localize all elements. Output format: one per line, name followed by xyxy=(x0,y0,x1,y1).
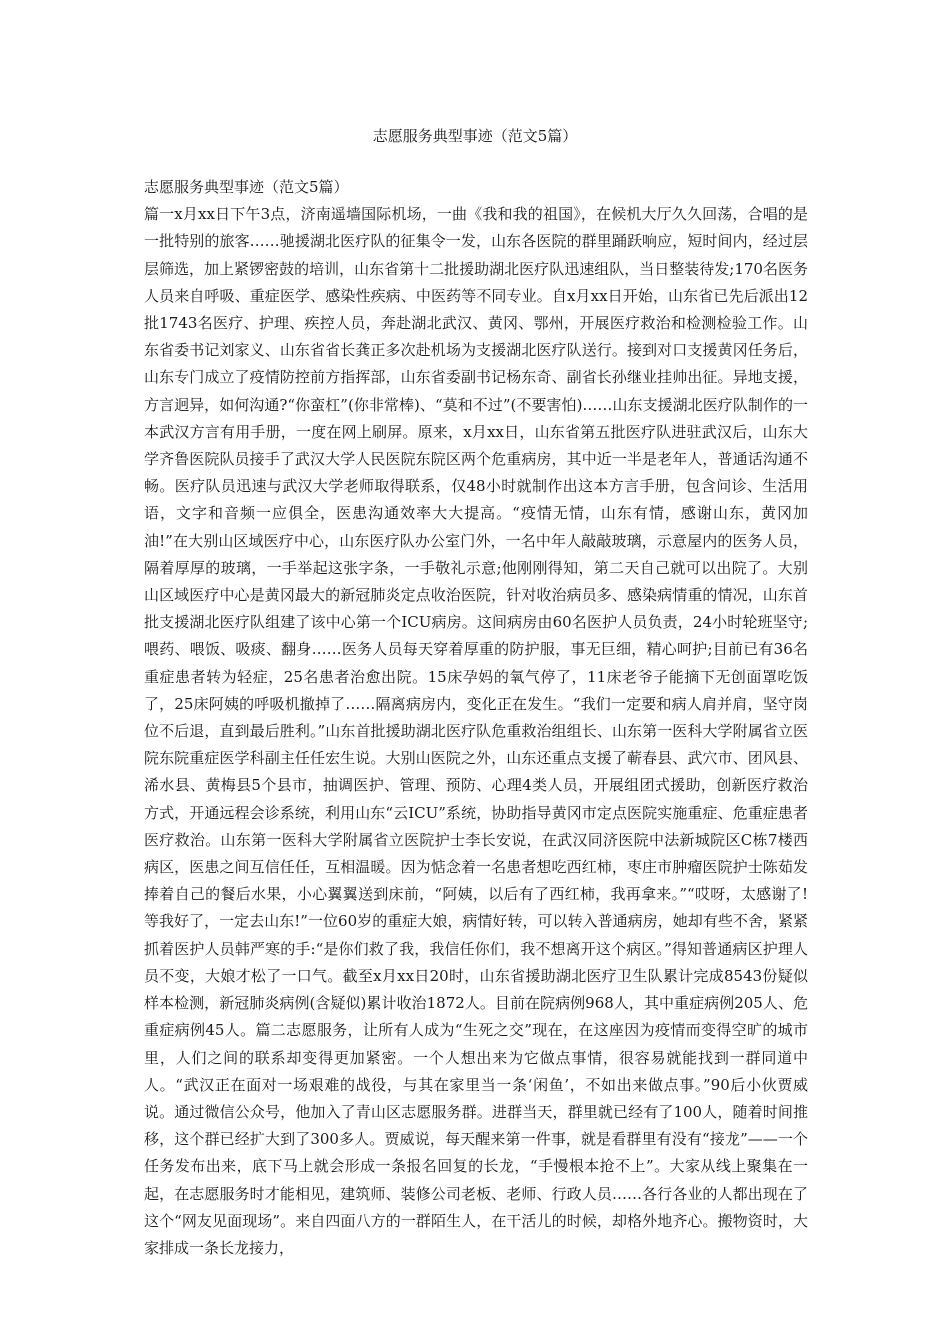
body-paragraph: 篇一x月xx日下午3点，济南遥墙国际机场，一曲《我和我的祖国》，在候机大厅久久回荡，合唱的是一批特别的旅客……驰援湖北医疗队的征集令一发，山东各医院的群里踊跃响应，短时间内，经过层层筛选，加上紧锣密鼓的培训，山东省第十二批援助湖北医疗队迅速组队，当日整装待发;170名医务人员来自呼吸、重症医学、感染性疾病、中医药等不同专业。自x月xx日开始，山东省已先后派出12批1743名医疗、护理、疾控人员，奔赴湖北武汉、黄冈、鄂州，开展医疗救治和检测检验工作。山东省委书记刘家义、山东省省长龚正多次赴机场为支援湖北医疗队送行。接到对口支援黄冈任务后，山东专门成立了疫情防控前方指挥部，山东省委副书记杨东奇、副省长孙继业挂帅出征。异地支援，方言迥异，如何沟通?“你蛮杠”(你非常棒)、“莫和不过”(不要害怕)……山东支援湖北医疗队制作的一本武汉方言有用手册，一度在网上刷屏。原来，x月xx日，山东省第五批医疗队进驻武汉后，山东大学齐鲁医院队员接手了武汉大学人民医院东院区两个危重病房，其中近一半是老年人，普通话沟通不畅。医疗队员迅速与武汉大学老师取得联系，仅48小时就制作出这本方言手册，包含问诊、生活用语，文字和音频一应俱全，医患沟通效率大大提高。“疫情无情，山东有情，感谢山东，黄冈加油!”在大别山区域医疗中心，山东医疗队办公室门外，一名中年人敲敲玻璃，示意屋内的医务人员，隔着厚厚的玻璃，一手举起这张字条，一手敬礼示意;他刚刚得知，第二天自己就可以出院了。大别山区域医疗中心是黄冈最大的新冠肺炎定点收治医院，针对收治病员多、感染病情重的情况，山东首批支援湖北医疗队组建了该中心第一个ICU病房。这间病房由60名医护人员负责，24小时轮班坚守;喂药、喂饭、吸痰、翻身……医务人员每天穿着厚重的防护服，事无巨细，精心呵护;目前已有36名重症患者转为轻症，25名患者治愈出院。15床孕妈的氧气停了，11床老爷子能摘下无创面罩吃饭了，25床阿姨的呼吸机撤掉了……隔离病房内，变化正在发生。“我们一定要和病人肩并肩，坚守岗位不后退，直到最后胜利。”山东首批援助湖北医疗队危重救治组组长、山东第一医科大学附属省立医院东院重症医学科副主任任宏生说。大别山医院之外，山东还重点支援了蕲春县、武穴市、团风县、浠水县、黄梅县5个县市，抽调医护、管理、预防、心理4类人员，开展组团式援助，创新医疗救治方式，开通远程会诊系统，利用山东“云ICU”系统，协助指导黄冈市定点医院实施重症、危重症患者医疗救治。山东第一医科大学附属省立医院护士李长安说，在武汉同济医院中法新城院区C栋7楼西病区，医患之间互信任任，互相温暖。因为惦念着一名患者想吃西红柿，枣庄市肿瘤医院护士陈茹发捧着自己的餐后水果，小心翼翼送到床前，“阿姨，以后有了西红柿，我再拿来。”“哎呀，太感谢了!等我好了，一定去山东!”一位60岁的重症大娘，病情好转，可以转入普通病房，她却有些不舍，紧紧抓着医护人员韩严寒的手:“是你们救了我，我信任你们，我不想离开这个病区。”得知普通病区护理人员不变，大娘才松了一口气。截至x月xx日20时，山东省援助湖北医疗卫生队累计完成8543份疑似样本检测，新冠肺炎病例(含疑似)累计收治1872人。目前在院病例968人，其中重症病例205人、危重症病例45人。篇二志愿服务，让所有人成为“生死之交”现在，在这座因为疫情而变得空旷的城市里，人们之间的联系却变得更加紧密。一个人想出来为它做点事情，很容易就能找到一群同道中人。“武汉正在面对一场艰难的战役，与其在家里当一条‘闲鱼’，不如出来做点事。”90后小伙贾威说。通过微信公众号，他加入了青山区志愿服务群。进群当天，群里就已经有了100人，随着时间推移，这个群已经扩大到了300多人。贾威说，每天醒来第一件事，就是看群里有没有“接龙”——一个任务发布出来，底下马上就会形成一条报名回复的长龙，“手慢根本抢不上”。大家从线上聚集在一起，在志愿服务时才能相见，建筑师、装修公司老板、老师、行政人员……各行各业的人都出现在了这个“网友见面现场”。来自四面八方的一群陌生人，在干活儿的时候，却格外地齐心。搬物资时，大家排成一条长龙接力， xyxy=(144,205,808,1257)
document-subtitle: 志愿服务典型事迹（范文5篇） xyxy=(144,178,349,196)
document-title: 志愿服务典型事迹（范文5篇） xyxy=(372,127,578,145)
document-body xyxy=(144,174,808,1262)
